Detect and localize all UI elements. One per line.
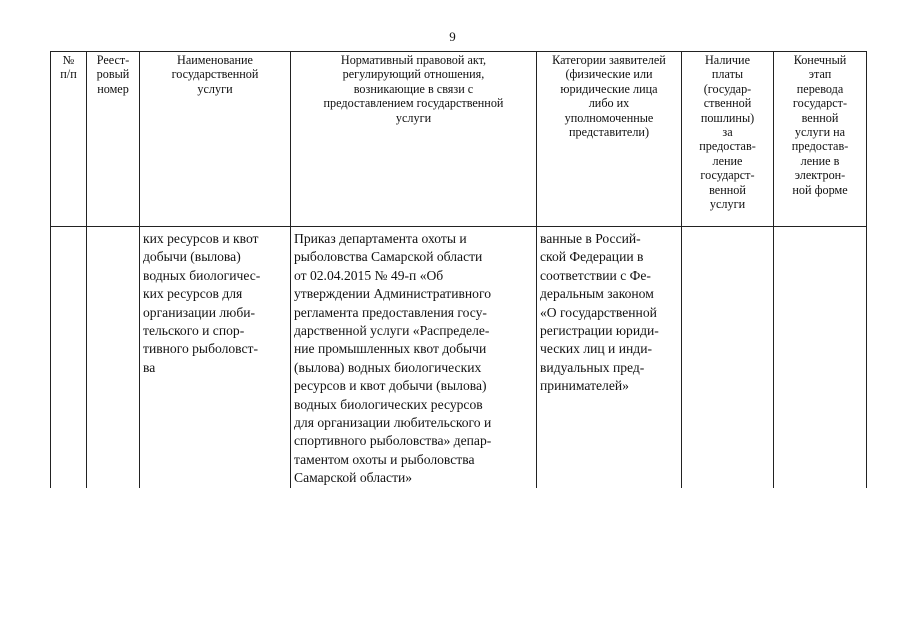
- cell-text-line: ление: [712, 153, 743, 168]
- cell-text-line: Конечный: [793, 53, 847, 67]
- cell-text-line: Наличие: [705, 53, 750, 67]
- cell-text-line: регулирующий отношения,: [342, 67, 485, 82]
- cell-text-line: юридические лица: [560, 81, 658, 96]
- cell-text-line: п/п: [60, 67, 77, 82]
- table-header-row: [51, 52, 867, 227]
- cell-text-line: (физические или: [565, 67, 653, 82]
- cell-text-line: услуги на: [794, 125, 846, 140]
- cell-text-line: тивного рыболовст-: [143, 341, 259, 357]
- header-number: [51, 52, 87, 227]
- cell-text-line: ской Федерации в: [540, 249, 644, 265]
- cell-text-line: ких ресурсов и квот: [143, 231, 259, 246]
- cell-text-line: принимателей»: [540, 378, 629, 394]
- cell-text-line: электрон-: [794, 168, 846, 183]
- cell-text-line: ной форме: [792, 182, 848, 197]
- cell-text-line: государст-: [792, 96, 848, 111]
- cell-text-line: государст-: [700, 168, 755, 183]
- cell-text-line: Категории заявителей: [552, 53, 666, 67]
- cell-text-line: предоставлением государственной: [323, 96, 504, 111]
- page-number: 9: [449, 29, 456, 44]
- cell-text-line: услуги: [395, 110, 432, 125]
- cell-text-line: ление в: [800, 153, 840, 168]
- services-registry-table: [50, 51, 867, 488]
- cell-text-line: соответствии с Фе-: [540, 267, 651, 283]
- cell-text-line: регламента предоставления госу-: [294, 304, 487, 320]
- cell-applicant-categories: [537, 227, 682, 488]
- cell-text-line: уполномоченные: [564, 110, 654, 125]
- cell-text-line: деральным законом: [540, 286, 654, 302]
- cell-service-name: [140, 227, 291, 488]
- cell-text-line: (государ-: [703, 81, 752, 96]
- cell-text-line: утверждении Административного: [294, 286, 491, 302]
- cell-text-line: организации люби-: [143, 304, 256, 320]
- cell-text-line: ресурсов и квот добычи (вылова): [294, 378, 487, 394]
- cell-text-line: возникающие в связи с: [353, 81, 474, 96]
- cell-text-line: №: [62, 53, 75, 67]
- cell-text-line: водных биологических ресурсов: [294, 396, 483, 412]
- cell-text-line: для организации любительского и: [294, 415, 492, 431]
- cell-text-line: от 02.04.2015 № 49-п «Об: [294, 267, 444, 283]
- cell-text-line: перевода: [796, 81, 844, 96]
- cell-text-line: добычи (вылова): [143, 249, 241, 265]
- cell-text-line: (вылова) водных биологических: [294, 359, 482, 375]
- header-fee: [682, 52, 774, 227]
- cell-text-line: услуги: [197, 81, 233, 96]
- cell-number: [51, 227, 87, 488]
- cell-text-line: видуальных пред-: [540, 359, 645, 375]
- cell-text-line: тельского и спор-: [143, 323, 245, 339]
- cell-text-line: Приказ департамента охоты и: [294, 231, 467, 246]
- cell-text-line: за: [722, 125, 733, 140]
- cell-text-line: ва: [143, 359, 156, 375]
- cell-text-line: Наименование: [177, 53, 253, 67]
- cell-text-line: таментом охоты и рыболовства: [294, 451, 475, 467]
- cell-text-line: предостав-: [791, 139, 849, 154]
- table-row: [51, 227, 867, 488]
- cell-text-line: водных биологичес-: [143, 267, 261, 283]
- cell-text-line: спортивного рыболовства» депар-: [294, 433, 492, 449]
- cell-text-line: венной: [709, 182, 746, 197]
- cell-fee: [682, 227, 774, 488]
- cell-text-line: ственной: [703, 96, 752, 111]
- cell-text-line: либо их: [588, 96, 630, 111]
- cell-text-line: предостав-: [699, 139, 756, 154]
- cell-text-line: ровый: [96, 67, 130, 82]
- cell-text-line: этап: [808, 67, 832, 82]
- cell-text-line: ние промышленных квот добычи: [294, 341, 487, 357]
- cell-text-line: рыболовства Самарской области: [294, 249, 483, 265]
- header-registry-number: [87, 52, 140, 227]
- cell-text-line: государственной: [171, 67, 259, 82]
- cell-text-line: представители): [568, 125, 650, 140]
- header-final-stage: [774, 52, 867, 227]
- cell-text-line: ческих лиц и инди-: [540, 341, 652, 357]
- header-applicant-categories: [537, 52, 682, 227]
- cell-text-line: услуги: [709, 197, 746, 212]
- header-service-name: [140, 52, 291, 227]
- cell-text-line: платы: [711, 67, 744, 82]
- cell-final-stage: [774, 227, 867, 488]
- cell-text-line: дарственной услуги «Распределе-: [294, 323, 490, 339]
- cell-text-line: регистрации юриди-: [540, 323, 659, 339]
- cell-text-line: Реест-: [96, 53, 130, 67]
- cell-text-line: Нормативный правовой акт,: [340, 53, 487, 67]
- cell-text-line: пошлины): [700, 110, 755, 125]
- cell-text-line: Самарской области»: [294, 470, 413, 486]
- header-legal-act: [291, 52, 537, 227]
- cell-legal-act: [291, 227, 537, 488]
- cell-registry-number: [87, 227, 140, 488]
- cell-text-line: венной: [801, 110, 839, 125]
- cell-text-line: ких ресурсов для: [143, 286, 243, 302]
- cell-text-line: номер: [97, 81, 129, 96]
- cell-text-line: «О государственной: [540, 304, 657, 320]
- cell-text-line: ванные в Россий-: [540, 231, 641, 246]
